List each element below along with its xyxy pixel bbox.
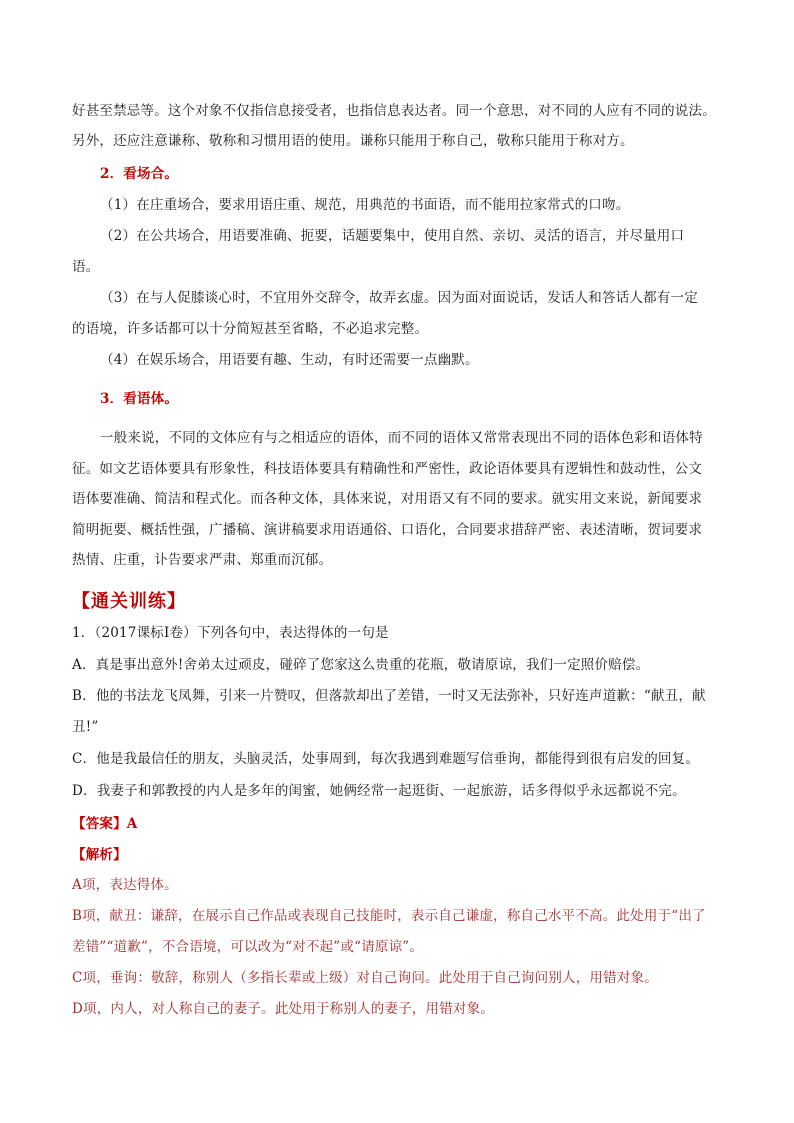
section-2-item-1: （1）在庄重场合，要求用语庄重、规范，用典范的书面语，而不能用拉家常式的口吻。 [100,197,630,213]
section-3-para-line-3: 语体要准确、简洁和程式化。而各种文体，具体来说，对用语又有不同的要求。就实用文来说，新闻要求 [72,491,703,507]
section-3-para-line-4: 简明扼要、概括性强，广播稿、演讲稿要求用语通俗、口语化，合同要求措辞严密、表述清晰，贺词要求 [72,522,703,538]
option-b-line-2: 丑!” [72,719,99,735]
training-banner: 【通关训练】 [72,591,186,612]
section-3-para-line-5: 热情、庄重，讣告要求严肃、郑重而沉郁。 [72,552,333,568]
section-3-para-line-1: 一般来说，不同的文体应有与之相适应的语体，而不同的语体又常常表现出不同的语体色彩和语体特 [100,430,703,446]
intro-line-2: 另外，还应注意谦称、敬称和习惯用语的使用。谦称只能用于称自己，敬称只能用于称对方。 [72,133,634,149]
section-3-para-line-2: 征。如文艺语体要具有形象性，科技语体要具有精确性和严密性，政论语体要具有逻辑性和鼓动性，公文 [72,461,703,477]
analysis-c: C项，垂询：敬辞，称别人（多指长辈或上级）对自己询问。此处用于自己询问别人，用错对象。 [72,970,658,986]
analysis-label: 【解析】 [72,847,127,863]
option-a: A．真是事出意外!舍弟太过顽皮，碰碎了您家这么贵重的花瓶，敬请原谅，我们一定照价赔偿。 [72,657,650,673]
analysis-b-line-1: B项，献丑：谦辞，在展示自己作品或表现自己技能时，表示自己谦虚，称自己水平不高。此处用于“出了 [72,908,706,924]
section-2-item-2-line-1: （2）在公共场合，用语要准确、扼要，话题要集中，使用自然、亲切、灵活的语言，并尽量用口 [100,228,685,244]
option-c: C．他是我最信任的朋友，头脑灵活，处事周到，每次我遇到难题写信垂询，都能得到很有启发的回复。 [72,751,700,767]
section-2-item-3-line-2: 的语境，许多话都可以十分简短甚至省略，不必追求完整。 [72,321,429,337]
question-1-stem: 1．（2017课标Ⅰ卷）下列各句中，表达得体的一句是 [72,625,389,641]
section-2-item-3-line-1: （3）在与人促膝谈心时，不宜用外交辞令，故弄玄虚。因为面对面说话，发话人和答话人都有一定 [100,290,698,306]
analysis-d: D项，内人，对人称自己的妻子。此处用于称别人的妻子，用错对象。 [72,1001,495,1017]
section-2-item-2-line-2: 语。 [72,259,100,275]
option-b-line-1: B．他的书法龙飞凤舞，引来一片赞叹，但落款却出了差错，一时又无法弥补，只好连声道歉：“献丑，献 [72,688,706,704]
intro-line-1: 好甚至禁忌等。这个对象不仅指信息接受者，也指信息表达者。同一个意思，对不同的人应有不同的说法。 [72,103,716,119]
section-2-heading: 2．看场合。 [100,166,179,182]
analysis-b-line-2: 差错”“道歉”，不合语境，可以改为“对不起”或“请原谅”。 [72,939,424,955]
answer-label: 【答案】A [72,816,138,832]
option-d: D．我妻子和郭教授的内人是多年的闺蜜，她俩经常一起逛街、一起旅游，话多得似乎永远都说不完。 [72,783,686,799]
section-2-item-4: （4）在娱乐场合，用语要有趣、生动，有时还需要一点幽默。 [100,352,479,368]
analysis-a: A项，表达得体。 [72,877,178,893]
section-3-heading: 3．看语体。 [100,391,179,407]
